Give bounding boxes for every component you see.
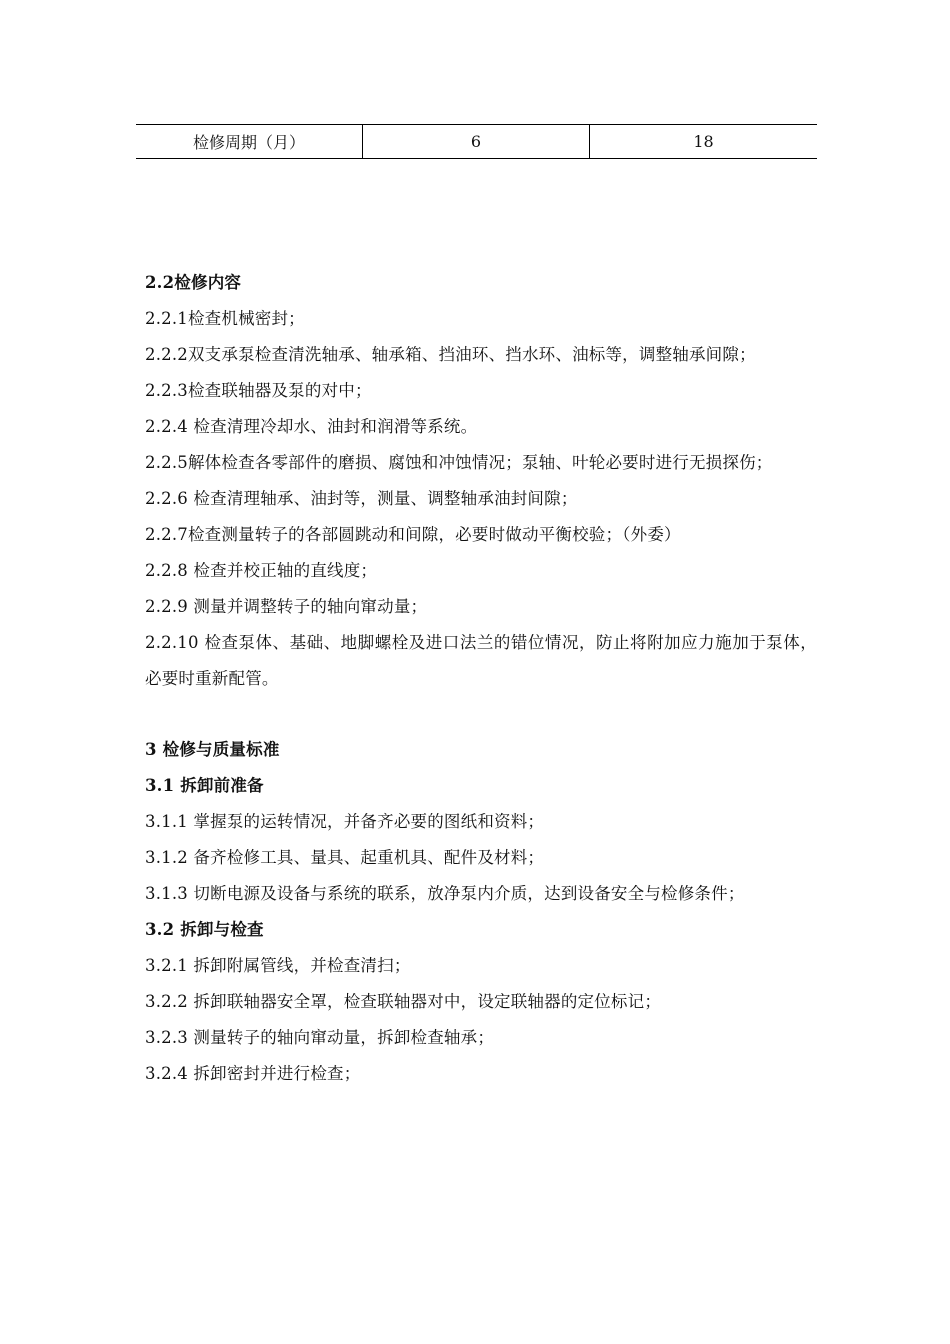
section-spacer — [145, 697, 817, 732]
list-item: 3.2.3 测量转子的轴向窜动量，拆卸检查轴承； — [145, 1028, 495, 1047]
list-item: 2.2.6 检查清理轴承、油封等，测量、调整轴承油封间隙； — [145, 489, 578, 508]
section-heading-2-2: 2.2检修内容 — [145, 273, 242, 292]
table-row — [136, 125, 817, 159]
list-item: 3.2.4 拆卸密封并进行检查； — [145, 1064, 361, 1083]
maintenance-cycle-table — [136, 124, 817, 159]
table-cell-label: 检修周期（月） — [136, 125, 363, 159]
list-item: 2.2.9 测量并调整转子的轴向窜动量； — [145, 597, 428, 616]
document-body — [145, 265, 817, 1092]
list-item: 3.1.2 备齐检修工具、量具、起重机具、配件及材料； — [145, 848, 545, 867]
list-item: 2.2.4 检查清理冷却水、油封和润滑等系统。 — [145, 417, 478, 436]
list-item: 2.2.5解体检查各零部件的磨损、腐蚀和冲蚀情况；泵轴、叶轮必要时进行无损探伤； — [145, 453, 773, 472]
table-cell-value-2: 18 — [590, 125, 818, 159]
list-item: 2.2.8 检查并校正轴的直线度； — [145, 561, 378, 580]
list-item: 2.2.1检查机械密封； — [145, 309, 305, 328]
list-item: 2.2.3检查联轴器及泵的对中； — [145, 381, 372, 400]
list-item: 2.2.7检查测量转子的各部圆跳动和间隙，必要时做动平衡校验；（外委） — [145, 525, 681, 544]
list-item: 3.1.3 切断电源及设备与系统的联系，放净泵内介质，达到设备安全与检修条件； — [145, 884, 745, 903]
table-cell-value-1: 6 — [363, 125, 590, 159]
subsection-heading-3-1: 3.1 拆卸前准备 — [145, 776, 264, 795]
subsection-heading-3-2: 3.2 拆卸与检查 — [145, 920, 264, 939]
list-item: 2.2.10 检查泵体、基础、地脚螺栓及进口法兰的错位情况，防止将附加应力施加于泵体，必要时重新配管。 — [145, 633, 817, 688]
section-heading-3: 3 检修与质量标准 — [145, 740, 280, 759]
list-item: 3.2.2 拆卸联轴器安全罩，检查联轴器对中，设定联轴器的定位标记； — [145, 992, 662, 1011]
list-item: 3.2.1 拆卸附属管线，并检查清扫； — [145, 956, 411, 975]
list-item: 3.1.1 掌握泵的运转情况，并备齐必要的图纸和资料； — [145, 812, 545, 831]
list-item: 2.2.2双支承泵检查清洗轴承、轴承箱、挡油环、挡水环、油标等，调整轴承间隙； — [145, 345, 756, 364]
